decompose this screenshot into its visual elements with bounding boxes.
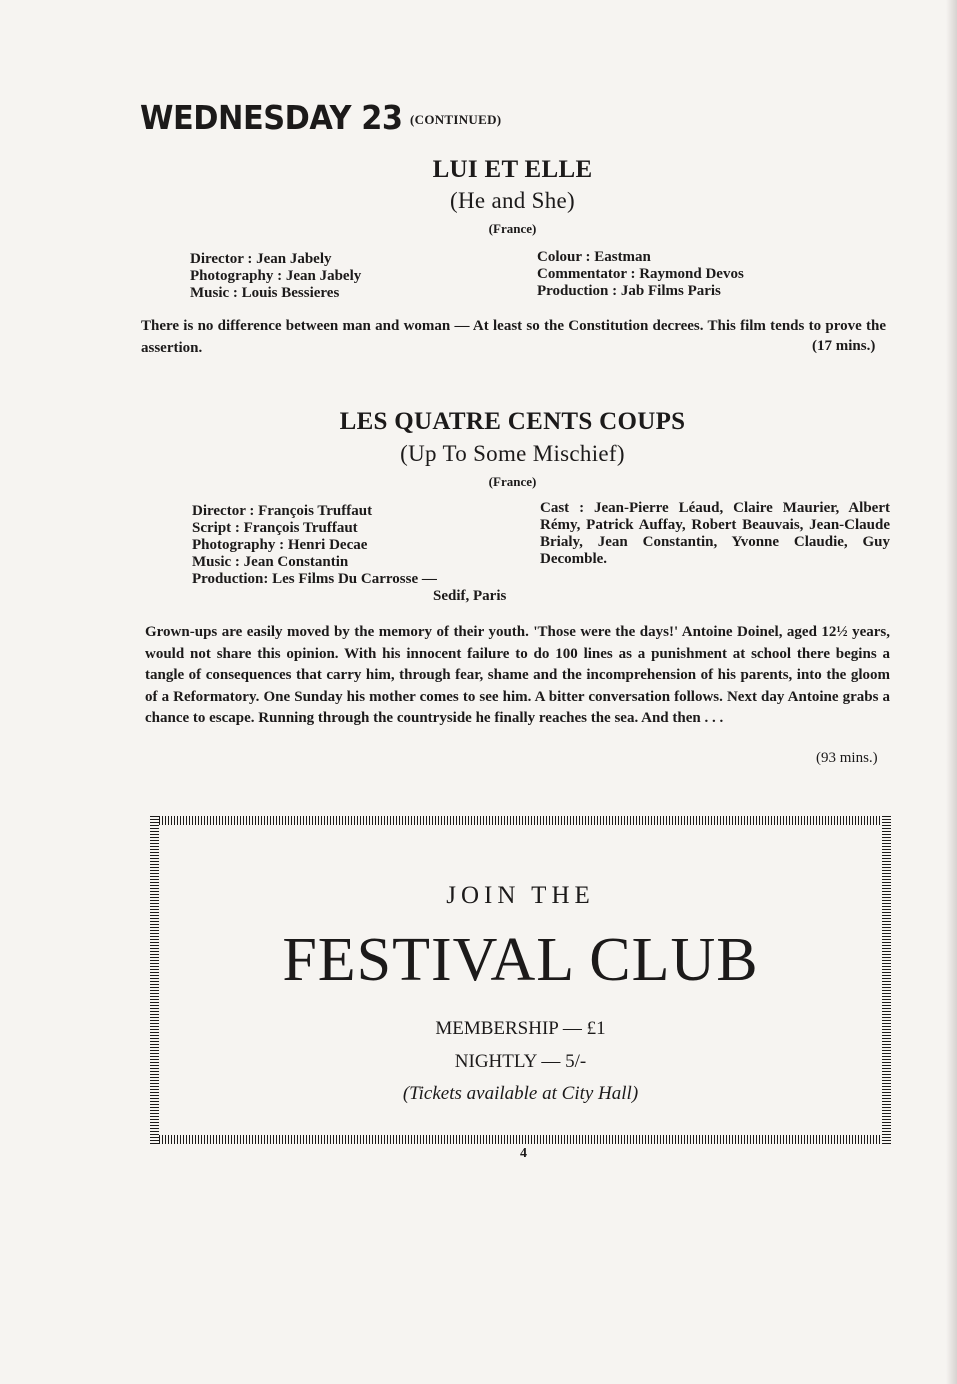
film2-credits-left — [192, 503, 437, 588]
film1-runtime: (17 mins.) — [812, 338, 876, 354]
film2-title: LES QUATRE CENTS COUPS — [339, 408, 686, 435]
film1-country: (France) — [488, 221, 537, 236]
film2-runtime: (93 mins.) — [816, 750, 878, 766]
credit-line: Music : Louis Bessieres — [190, 285, 340, 301]
advert-tickets: (Tickets available at City Hall) — [402, 1083, 639, 1104]
credit-line: Production: Les Films Du Carrosse — — [192, 571, 437, 587]
credit-line: Music : Jean Constantin — [192, 554, 349, 570]
film2-credit-continuation: Sedif, Paris — [433, 588, 507, 604]
credit-line: Script : François Truffaut — [192, 520, 358, 536]
advert-join-text: JOIN THE — [446, 882, 595, 909]
credit-line: Photography : Henri Decae — [192, 537, 368, 553]
film2-subtitle: (Up To Some Mischief) — [400, 441, 625, 466]
film2-country: (France) — [488, 474, 537, 489]
day-heading: WEDNESDAY 23 — [140, 98, 403, 137]
credit-line: Colour : Eastman — [537, 249, 651, 265]
page-number: 4 — [520, 1146, 527, 1161]
credit-line: Photography : Jean Jabely — [190, 268, 362, 284]
film2-cast: Cast : Jean-Pierre Léaud, Claire Maurier, Albert Rémy, Patrick Auffay, Robert Beauvais, Jean-Claude Brialy, Jean Constantin, Yvonne Claudie, Guy Decomble. — [540, 500, 890, 567]
advert-club-title: FESTIVAL CLUB — [282, 926, 759, 994]
film1-title: LUI ET ELLE — [432, 156, 593, 183]
credit-line: Director : Jean Jabely — [190, 251, 332, 267]
film1-credits-left — [190, 251, 361, 302]
film1-credits-right — [537, 249, 744, 300]
advert-border-top — [150, 816, 891, 825]
film1-synopsis: There is no difference between man and woman — At least so the Constitution decrees. This film tends to prove the assertion. — [141, 318, 886, 356]
credit-line: Production : Jab Films Paris — [537, 283, 721, 299]
credit-line: Director : François Truffaut — [192, 503, 373, 519]
film2-synopsis: Grown-ups are easily moved by the memory of their youth. 'Those were the days!' Antoine Doinel, aged 12½ years, would not share this opinion. With his innocent failure to do 100 lines as a punishment at school there begins a tangle of consequences that carry him, through fear, shame and the incomprehension of his parents, into the gloom of a Reformatory. One Sunday his mother comes to see him. A bitter conversation follows. Next day Antoine grabs a chance to escape. Running through the countryside he finally reaches the sea. And then . . . — [145, 624, 890, 726]
film1-subtitle: (He and She) — [450, 188, 575, 213]
advert-border-bottom — [150, 1135, 891, 1144]
advert-membership: MEMBERSHIP — £1 — [435, 1018, 606, 1039]
advert-nightly: NIGHTLY — 5/- — [454, 1051, 587, 1072]
continued-label: (CONTINUED) — [410, 112, 502, 127]
credit-line: Commentator : Raymond Devos — [537, 266, 744, 282]
